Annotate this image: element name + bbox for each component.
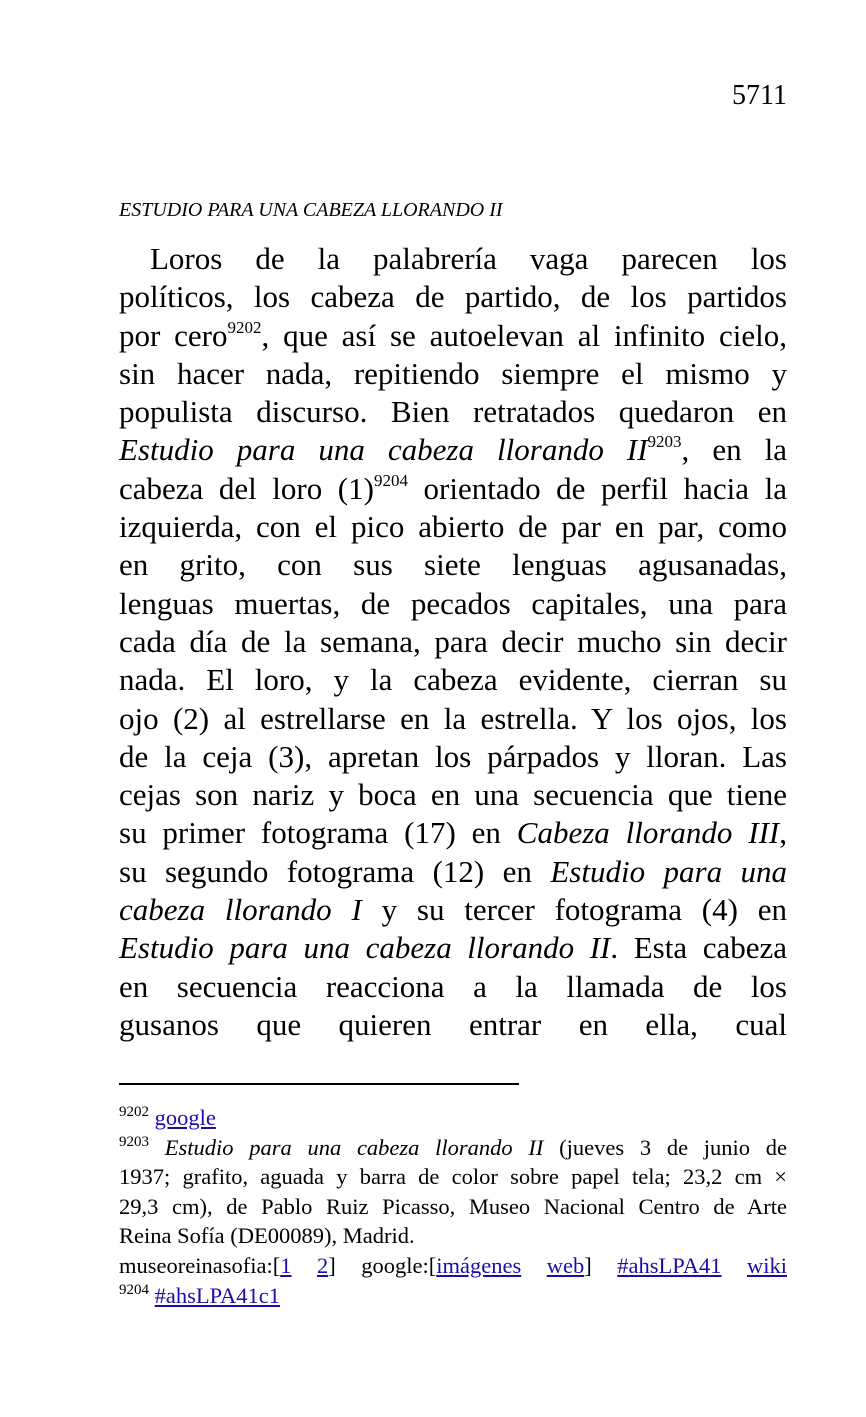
body-line: cejas son nariz y boca en una secuencia que tiene <box>119 777 787 813</box>
footnote-number: 9203 <box>119 1133 149 1150</box>
artwork-title: Estudio para una cabeza llorando II <box>164 1134 544 1160</box>
text-run: cabeza del loro (1) <box>119 470 374 506</box>
footnotes <box>119 1103 787 1310</box>
text-run: museoreinasofia:[1 2] google:[imágenes web] <box>119 1252 592 1278</box>
footnote-9204 <box>119 1281 787 1311</box>
body-line <box>119 891 787 929</box>
google-link[interactable]: google <box>154 1105 216 1130</box>
body-line: de la ceja (3), apretan los párpados y lloran. Las <box>119 738 787 774</box>
wiki-link[interactable]: wiki <box>747 1252 788 1278</box>
artwork-title: cabeza llorando I <box>119 892 362 928</box>
text-run: por cero <box>119 317 228 353</box>
artwork-title: Estudio para una cabeza llorando II <box>119 432 648 468</box>
body-line: en secuencia reacciona a la llamada de los <box>119 968 787 1004</box>
footnote-9203 <box>119 1133 787 1163</box>
ahs-tag-link[interactable]: #ahsLPA41 <box>617 1252 722 1278</box>
text-run: . Esta cabeza <box>610 930 787 966</box>
text-run: , que así se autoelevan al infinito cielo, <box>261 317 787 353</box>
body-line <box>119 814 787 852</box>
text-run: su segundo fotograma (12) en <box>119 853 551 889</box>
body-line: Loros de la palabrería vaga parecen los <box>150 241 787 276</box>
museo-link-2[interactable]: 2 <box>316 1252 329 1278</box>
body-line: populista discurso. Bien retratados quedaron en <box>119 394 787 430</box>
text-run: , en la <box>681 432 787 468</box>
footnote-ref: 9204 <box>373 470 408 490</box>
footnote-number: 9204 <box>119 1281 149 1298</box>
footnote-9202 <box>119 1103 787 1133</box>
images-link[interactable]: imágenes <box>436 1252 522 1278</box>
text-run: orientado de perfil hacia la <box>407 470 787 506</box>
text-run: su primer fotograma (17) en <box>119 815 517 851</box>
footnote-line: Reina Sofía (DE00089), Madrid. <box>119 1223 415 1249</box>
body-line <box>119 853 787 891</box>
footnote-number: 9202 <box>119 1104 149 1120</box>
text-run: , <box>779 815 788 851</box>
page-number: 5711 <box>732 80 787 111</box>
ahs-tag-link[interactable]: #ahsLPA41c1 <box>154 1282 281 1308</box>
body-line: lenguas muertas, de pecados capitales, una para <box>119 585 787 621</box>
body-line <box>119 431 787 469</box>
footnote-links-line <box>119 1251 787 1281</box>
body-line: cada día de la semana, para decir mucho sin decir <box>119 623 787 659</box>
body-line: políticos, los cabeza de partido, de los partidos <box>119 279 787 315</box>
chapter-title: ESTUDIO PARA UNA CABEZA LLORANDO II <box>119 199 503 221</box>
body-line: gusanos que quieren entrar en ella, cual <box>119 1006 787 1042</box>
body-line: sin hacer nada, repitiendo siempre el mismo y <box>119 355 787 391</box>
artwork-title: Estudio para una <box>550 853 787 889</box>
body-line: en grito, con sus siete lenguas agusanadas, <box>119 547 787 583</box>
text-run: y su tercer fotograma (4) en <box>361 892 787 928</box>
footnote-divider <box>119 1083 519 1085</box>
web-link[interactable]: web <box>546 1252 585 1278</box>
body-line <box>119 470 787 508</box>
body-line <box>119 929 787 967</box>
body-paragraph <box>119 240 787 1044</box>
footnote-ref: 9203 <box>647 432 682 452</box>
footnote-line: 29,3 cm), de Pablo Ruiz Picasso, Museo Nacional Centro de Arte <box>119 1193 787 1219</box>
text-run: (jueves 3 de junio de <box>543 1134 788 1160</box>
footnote-ref: 9202 <box>227 317 262 337</box>
body-line <box>119 317 787 355</box>
body-line: nada. El loro, y la cabeza evidente, cierran su <box>119 662 787 698</box>
museo-link-1[interactable]: 1 <box>280 1252 292 1278</box>
footnote-line: 1937; grafito, aguada y barra de color sobre papel tela; 23,2 cm × <box>119 1164 787 1190</box>
artwork-title: Cabeza llorando III <box>516 815 780 851</box>
body-line: izquierda, con el pico abierto de par en par, como <box>119 509 787 545</box>
body-line: ojo (2) al estrellarse en la estrella. Y los ojos, los <box>119 700 787 736</box>
artwork-title: Estudio para una cabeza llorando II <box>119 930 611 966</box>
